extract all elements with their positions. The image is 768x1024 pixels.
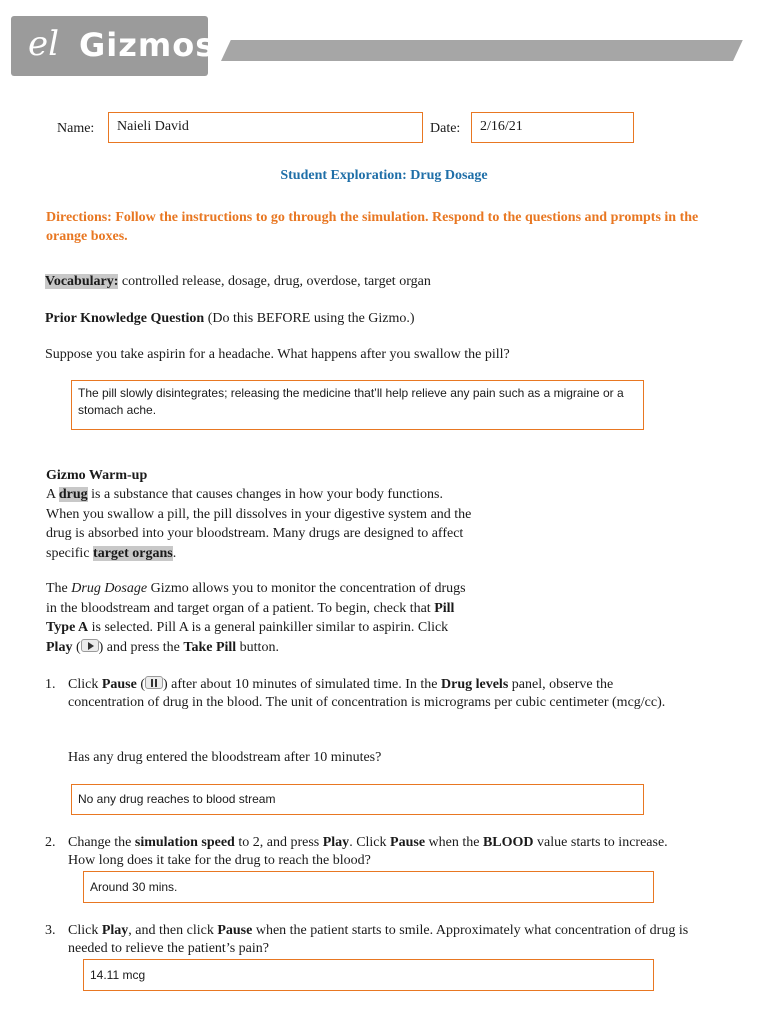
warmup-p1-text-a: A (46, 487, 59, 502)
q1-text-b: ( (136, 677, 146, 692)
play-label: Play (322, 835, 350, 850)
q1-text-c: ) after about 10 minutes of simulated time. In the (163, 677, 441, 692)
q3-text-c: when the patient starts to smile. Approximately what concentration of drug is needed to relieve the patient’s pain? (68, 923, 689, 956)
warmup-p2-text-a: The (46, 581, 72, 596)
play-label: Play (46, 639, 73, 655)
warmup-p1-text-b: is a substance that causes changes in how your body functions. When you swallow a pill, the pill dissolves in your digestive system and the drug is absorbed into your bloodstream. Many drugs are designed to affect specific (46, 487, 472, 561)
q2-text-a: Change the (68, 835, 135, 850)
warmup-p2-text-e: ) and press the (98, 639, 184, 655)
term-drug: drug (58, 487, 88, 502)
vocabulary-terms: controlled release, dosage, drug, overdose, target organ (118, 274, 431, 289)
warmup-heading (46, 466, 476, 486)
question-3-answer-box[interactable]: 14.11 mcg (83, 959, 654, 991)
q2-text-d: when the (425, 835, 483, 850)
question-1-text (68, 676, 668, 712)
play-label: Play (101, 923, 129, 938)
logo-text: Gizmos (79, 26, 216, 64)
play-icon (81, 639, 99, 652)
prior-knowledge-heading-line (45, 309, 725, 329)
q2-text-c: . Click (349, 835, 391, 850)
drug-levels-label: Drug levels (441, 677, 509, 692)
pause-label: Pause (217, 923, 253, 938)
gizmo-name: Drug Dosage (71, 581, 148, 596)
blood-label: BLOOD (482, 835, 534, 850)
question-number: 3. (45, 923, 56, 938)
gizmos-logo (11, 16, 216, 76)
page-title: Student Exploration: Drug Dosage (280, 168, 488, 183)
warmup-paragraph-2 (46, 579, 476, 657)
date-field[interactable]: 2/16/21 (471, 112, 634, 143)
pause-label: Pause (390, 835, 426, 850)
prior-knowledge-heading: Prior Knowledge Question (45, 311, 205, 326)
el-logo-icon: el (28, 24, 59, 64)
pause-icon (145, 676, 163, 689)
simulation-speed-label: simulation speed (134, 835, 235, 850)
warmup-heading-text: Gizmo Warm-up (46, 468, 148, 483)
prior-knowledge-note: (Do this BEFORE using the Gizmo.) (204, 311, 415, 326)
question-number: 2. (45, 835, 56, 850)
term-target-organs: target organs (93, 545, 173, 561)
name-field[interactable]: Naieli David (108, 112, 423, 143)
warmup-paragraph-1 (46, 485, 476, 563)
q2-text-b: to 2, and press (234, 835, 323, 850)
vocabulary-label: Vocabulary: (45, 274, 119, 289)
name-label: Name: (57, 121, 95, 136)
pause-label: Pause (101, 677, 137, 692)
take-pill-label: Take Pill (183, 639, 237, 655)
q3-text-b: , and then click (128, 923, 218, 938)
q2-text-e: value starts to increase. How long does it take for the drug to reach the blood? (68, 835, 668, 868)
prior-knowledge-answer-box[interactable]: The pill slowly disintegrates; releasing the medicine that’ll help relieve any pain such as a migraine or a stomach ache. (71, 380, 644, 430)
prior-knowledge-question: Suppose you take aspirin for a headache. What happens after you swallow the pill? (45, 347, 510, 362)
question-3-text (68, 922, 728, 958)
warmup-p2-text-c: is selected. Pill A is a general painkiller similar to aspirin. Click (88, 620, 449, 635)
question-2-answer-box[interactable]: Around 30 mins. (83, 871, 654, 903)
date-label: Date: (430, 121, 461, 136)
warmup-p2-text-f: button. (236, 639, 279, 655)
q1-text-d: panel, observe the concentration of drug in the blood. The unit of concentration is micrograms per cubic centimeter (mcg/cc). (68, 677, 666, 710)
warmup-p2-text-b: Gizmo allows you to monitor the concentration of drugs in the bloodstream and target organ of a patient. To begin, check that (46, 581, 466, 616)
q1-text-a: Click (68, 677, 102, 692)
pill-type-a-label: Pill Type A (46, 600, 455, 635)
question-number: 1. (45, 677, 56, 692)
warmup-p1-text-c: . (172, 545, 177, 561)
question-1-subquestion: Has any drug entered the bloodstream after 10 minutes? (68, 750, 382, 765)
q3-text-a: Click (68, 923, 102, 938)
directions-text: Directions: Follow the instructions to go through the simulation. Respond to the questions and prompts in the orange boxes. (46, 210, 699, 244)
warmup-p2-text-d: ( (72, 639, 81, 655)
question-2-text (68, 834, 668, 870)
vocabulary-line (45, 272, 725, 292)
question-1-answer-box[interactable]: No any drug reaches to blood stream (71, 784, 644, 815)
header-bar (221, 40, 743, 61)
